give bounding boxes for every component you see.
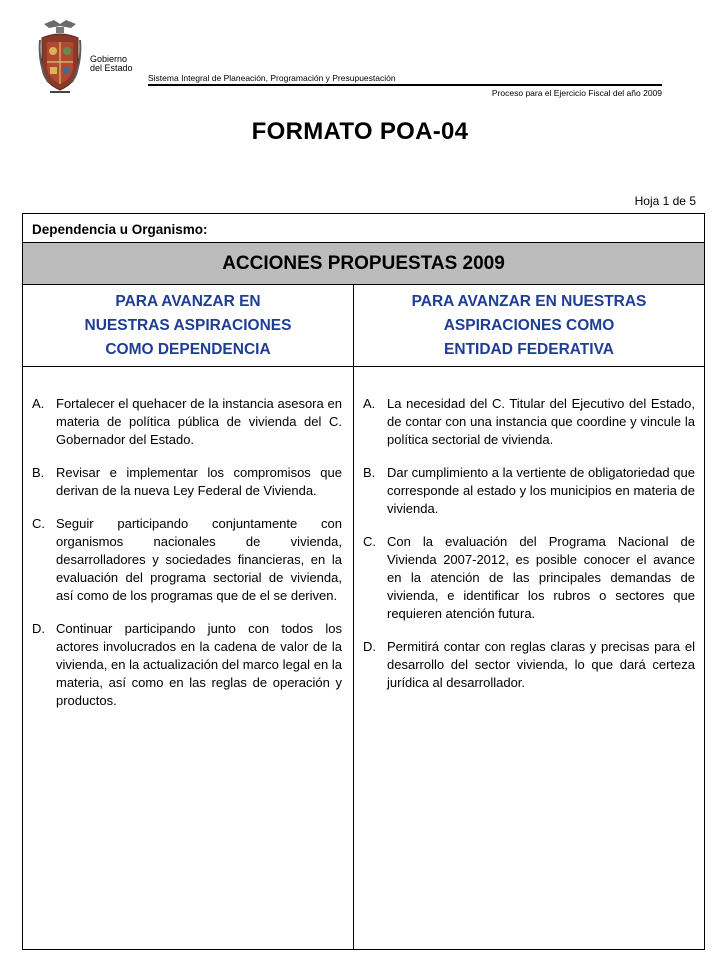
page-number: Hoja 1 de 5 [634,194,696,208]
list-item [363,464,695,518]
list-item [363,638,695,692]
list-item [32,620,342,710]
proceso-subtitle: Proceso para el Ejercicio Fiscal del año 2009 [491,88,662,98]
left-column-header [23,285,354,367]
form-table [22,213,705,950]
section-title: ACCIONES PROPUESTAS 2009 [23,243,704,285]
item-letter: C. [32,516,45,531]
gobierno-text: Gobierno [90,54,128,64]
item-text: Continuar participando junto con todos los actores involucrados en la cadena de valor de la vivienda, en la actualización del marco legal en la materia, así como en las reglas de operación y productos. [56,621,342,708]
page-title: FORMATO POA-04 [251,118,469,145]
item-text: Revisar e implementar los compromisos que derivan de la nueva Ley Federal de Vivienda. [56,465,342,498]
list-item [32,464,342,500]
right-header-line: ASPIRACIONES COMO [443,317,615,334]
list-item [363,395,695,449]
list-item [363,533,695,623]
item-letter: D. [32,621,45,636]
item-letter: D. [363,639,376,654]
right-column-header [354,285,704,367]
item-text: Seguir participando conjuntamente con organismos nacionales de vivienda, desarrolladores y sociedades financieras, en la evaluación del programa sectorial de vivienda, así como de los programas que de el se deriven. [56,516,342,603]
item-letter: A. [363,396,376,411]
item-letter: C. [363,534,376,549]
right-header-line: PARA AVANZAR EN NUESTRAS [411,293,647,310]
item-letter: A. [32,396,45,411]
item-text: Fortalecer el quehacer de la instancia asesora en materia de política pública de vivienda del C. Gobernador del Estado. [56,396,342,447]
left-items-list [32,395,342,725]
left-header-line: COMO DEPENDENCIA [105,341,271,358]
column-divider [353,367,354,950]
left-header-line: NUESTRAS ASPIRACIONES [84,317,292,334]
item-letter: B. [32,465,45,480]
item-letter: B. [363,465,376,480]
item-text: La necesidad del C. Titular del Ejecutivo del Estado, de contar con una instancia que coordine y vincule la política sectorial de vivienda. [387,396,695,447]
item-text: Dar cumplimiento a la vertiente de obligatoriedad que corresponde al estado y los municipios en materia de vivienda. [387,465,695,516]
sistema-title: Sistema Integral de Planeación, Programación y Presupuestación [148,73,396,83]
coat-of-arms-icon [38,18,82,96]
item-text: Permitirá contar con reglas claras y precisas para el desarrollo del sector vivienda, lo que dará certeza jurídica al desarrollador. [387,639,695,690]
list-item [32,395,342,449]
right-items-list [363,395,695,707]
left-header-line: PARA AVANZAR EN [115,293,261,310]
del-estado-text: del Estado [90,63,133,73]
header-divider [148,84,662,86]
list-item [32,515,342,605]
dependencia-label: Dependencia u Organismo: [23,214,704,243]
gobierno-label [90,55,133,73]
right-header-line: ENTIDAD FEDERATIVA [444,341,614,358]
item-text: Con la evaluación del Programa Nacional de Vivienda 2007-2012, es posible conocer el avance en la atención de las principales demandas de vivienda, e identificar los rubros o sectores que requieren atención futura. [387,534,695,621]
